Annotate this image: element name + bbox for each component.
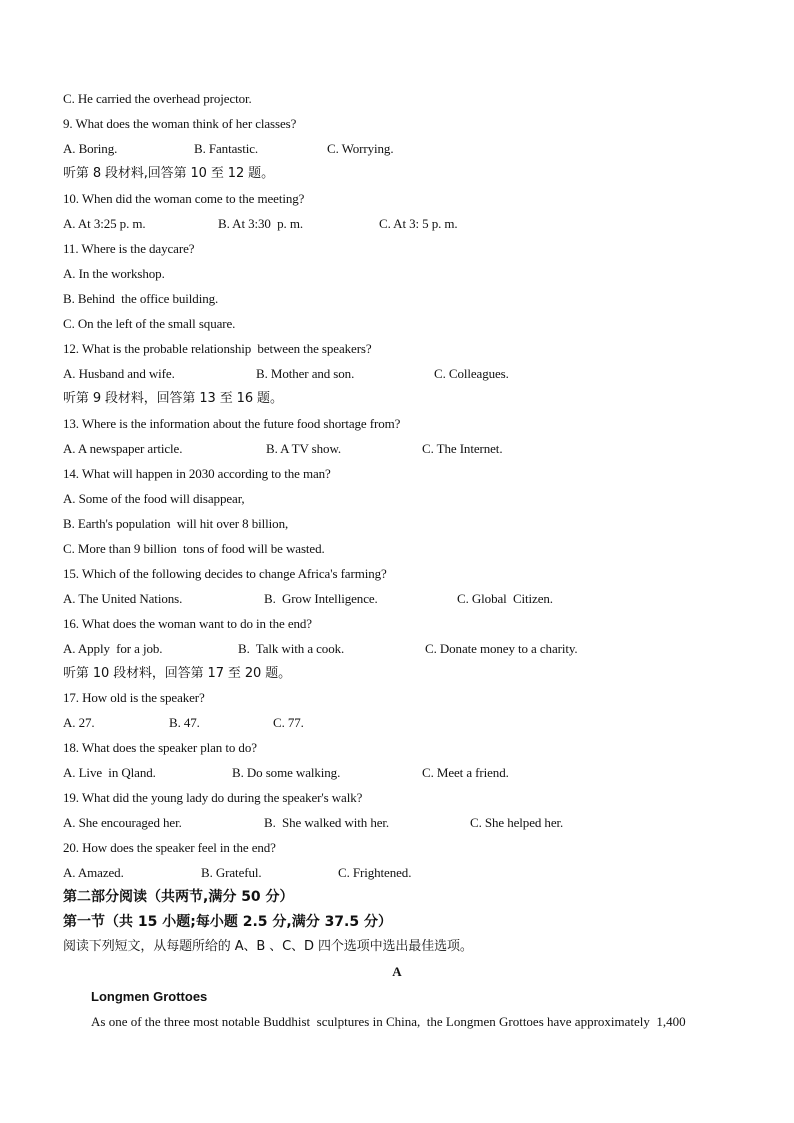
q19-option-b: B. She walked with her. <box>264 815 390 830</box>
q16-option-c: C. Donate money to a charity. <box>425 641 578 656</box>
q18-option-a: A. Live in Qland. <box>63 765 156 780</box>
q14-option-b: B. Earth's population will hit over 8 billion, <box>63 516 289 531</box>
q11-option-c: C. On the left of the small square. <box>63 316 236 331</box>
q9-option-b: B. Fantastic. <box>194 141 259 156</box>
q17-option-a: A. 27. <box>63 715 95 730</box>
q20-option-b: B. Grateful. <box>201 865 262 880</box>
q9-option-c: C. Worrying. <box>327 141 394 156</box>
question-15: 15. Which of the following decides to change Africa's farming? <box>63 566 387 581</box>
q20-option-c: C. Frightened. <box>338 865 412 880</box>
question-10: 10. When did the woman come to the meeting? <box>63 191 305 206</box>
question-11: 11. Where is the daycare? <box>63 241 195 256</box>
q13-option-a: A. A newspaper article. <box>63 441 183 456</box>
q10-option-a: A. At 3:25 p. m. <box>63 216 146 231</box>
question-9: 9. What does the woman think of her classes? <box>63 116 297 131</box>
question-17-options <box>63 713 663 733</box>
q12-option-b: B. Mother and son. <box>256 366 355 381</box>
section-one-heading: 第一节（共 15 小题;每小题 2.5 分,满分 37.5 分） <box>63 914 392 930</box>
question-19: 19. What did the young lady do during the speaker's walk? <box>63 790 363 805</box>
question-18-options <box>63 763 663 783</box>
question-20: 20. How does the speaker feel in the end? <box>63 840 276 855</box>
question-9-options <box>63 139 663 159</box>
question-10-options <box>63 214 663 234</box>
question-13: 13. Where is the information about the future food shortage from? <box>63 416 401 431</box>
q13-option-b: B. A TV show. <box>266 441 342 456</box>
q16-option-b: B. Talk with a cook. <box>238 641 345 656</box>
q15-option-c: C. Global Citizen. <box>457 591 553 606</box>
question-14: 14. What will happen in 2030 according to the man? <box>63 466 331 481</box>
q12-option-a: A. Husband and wife. <box>63 366 175 381</box>
q15-option-a: A. The United Nations. <box>63 591 183 606</box>
q16-option-a: A. Apply for a job. <box>63 641 163 656</box>
q15-option-b: B. Grow Intelligence. <box>264 591 378 606</box>
q18-option-b: B. Do some walking. <box>232 765 341 780</box>
q9-option-a: A. Boring. <box>63 141 118 156</box>
q12-option-c: C. Colleagues. <box>434 366 509 381</box>
question-12: 12. What is the probable relationship between the speakers? <box>63 341 372 356</box>
part-two-heading: 第二部分阅读（共两节,满分 50 分） <box>63 889 294 905</box>
question-16: 16. What does the woman want to do in the end? <box>63 616 312 631</box>
q17-option-c: C. 77. <box>273 715 304 730</box>
q19-option-a: A. She encouraged her. <box>63 815 182 830</box>
question-19-options <box>63 813 663 833</box>
question-20-options <box>63 863 663 883</box>
q13-option-c: C. The Internet. <box>422 441 503 456</box>
question-16-options <box>63 639 683 659</box>
q10-option-b: B. At 3:30 p. m. <box>218 216 303 231</box>
question-13-options <box>63 439 663 459</box>
q19-option-c: C. She helped her. <box>470 815 564 830</box>
question-17: 17. How old is the speaker? <box>63 690 205 705</box>
q17-option-b: B. 47. <box>169 715 200 730</box>
passage-label: A <box>392 964 402 979</box>
passage-first-line: As one of the three most notable Buddhist sculptures in China, the Longmen Grottoes have approximately 1,400 <box>91 1014 686 1029</box>
reading-instruction: 阅读下列短文，从每题所给的 A、B 、C、D 四个选项中选出最佳选项。 <box>63 939 473 954</box>
question-15-options <box>63 589 663 609</box>
passage-title: Longmen Grottoes <box>91 989 208 1004</box>
q14-option-a: A. Some of the food will disappear, <box>63 491 245 506</box>
section-10-instruction: 听第 10 段材料，回答第 17 至 20 题。 <box>63 666 292 681</box>
question-18: 18. What does the speaker plan to do? <box>63 740 257 755</box>
q11-option-a: A. In the workshop. <box>63 266 165 281</box>
section-9-instruction: 听第 9 段材料，回答第 13 至 16 题。 <box>63 391 283 406</box>
q8-option-c: C. He carried the overhead projector. <box>63 91 252 106</box>
q14-option-c: C. More than 9 billion tons of food will be wasted. <box>63 541 325 556</box>
section-8-instruction: 听第 8 段材料,回答第 10 至 12 题。 <box>63 166 274 181</box>
q18-option-c: C. Meet a friend. <box>422 765 509 780</box>
q11-option-b: B. Behind the office building. <box>63 291 219 306</box>
q10-option-c: C. At 3: 5 p. m. <box>379 216 458 231</box>
question-12-options <box>63 364 663 384</box>
q20-option-a: A. Amazed. <box>63 865 124 880</box>
